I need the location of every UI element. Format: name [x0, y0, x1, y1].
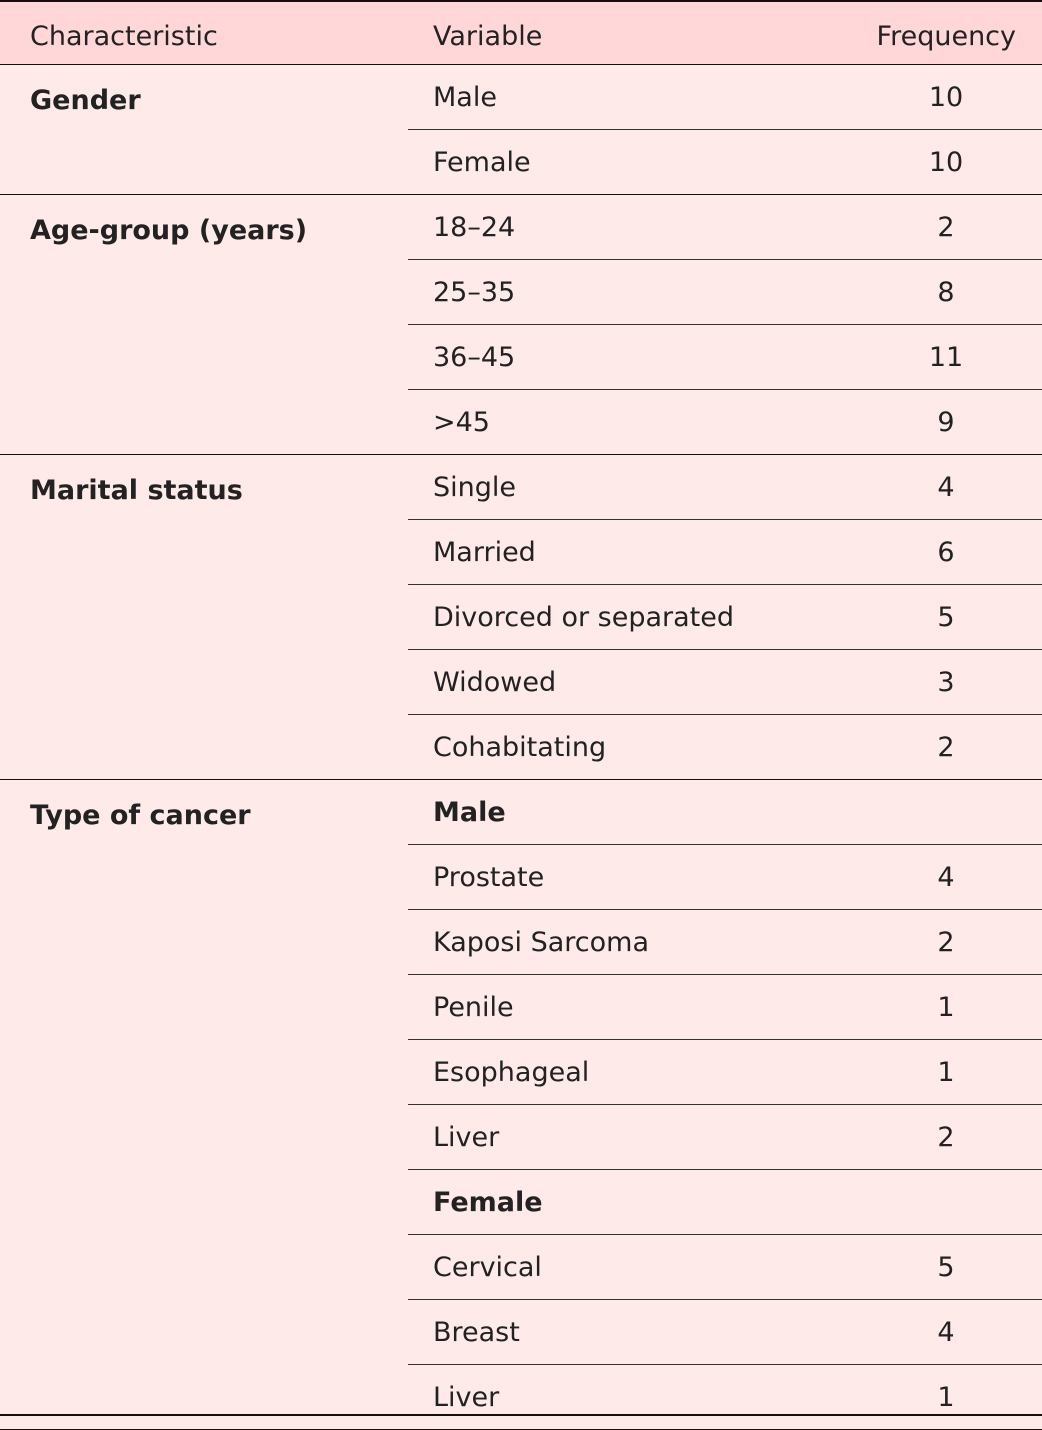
variable-cell: Penile	[433, 992, 514, 1023]
table-row	[408, 1040, 1042, 1105]
variable-cell: Cervical	[433, 1252, 542, 1283]
frequency-cell: 9	[937, 407, 955, 438]
variable-cell: Married	[433, 537, 536, 568]
table-group	[0, 195, 1042, 455]
variable-cell: Liver	[433, 1382, 500, 1413]
table-row	[408, 585, 1042, 650]
table-row	[408, 975, 1042, 1040]
frequency-cell: 2	[937, 1122, 955, 1153]
frequency-cell: 8	[937, 277, 955, 308]
frequency-cell: 10	[928, 147, 964, 178]
table-group	[0, 455, 1042, 780]
frequency-cell: 4	[937, 862, 955, 893]
table-row	[408, 520, 1042, 585]
frequency-cell: 2	[937, 212, 955, 243]
subgroup-heading: Male	[433, 797, 506, 828]
subgroup-heading: Female	[433, 1187, 543, 1218]
frequency-cell: 1	[937, 992, 955, 1023]
table-row	[408, 390, 1042, 455]
table-header	[0, 0, 1042, 65]
table-bottom-rule	[0, 1414, 1042, 1416]
table-row	[408, 1105, 1042, 1170]
variable-cell: 36–45	[433, 342, 516, 373]
variable-cell: 25–35	[433, 277, 516, 308]
frequency-cell: 6	[937, 537, 955, 568]
frequency-cell: 1	[937, 1057, 955, 1088]
table-row	[408, 195, 1042, 260]
variable-cell: Female	[433, 147, 531, 178]
group-label: Marital status	[30, 475, 243, 506]
variable-cell: Divorced or separated	[433, 602, 735, 633]
frequency-cell: 4	[937, 472, 955, 503]
variable-cell: Kaposi Sarcoma	[433, 927, 649, 958]
variable-cell: Liver	[433, 1122, 500, 1153]
frequency-cell: 3	[937, 667, 955, 698]
table-row	[408, 910, 1042, 975]
table-row	[408, 65, 1042, 130]
table-row	[408, 325, 1042, 390]
group-label: Type of cancer	[30, 800, 251, 831]
header-frequency: Frequency	[876, 21, 1016, 52]
frequency-cell: 11	[928, 342, 964, 373]
table-row	[408, 1300, 1042, 1365]
table-row	[408, 1170, 1042, 1235]
variable-cell: Esophageal	[433, 1057, 590, 1088]
variable-cell: Cohabitating	[433, 732, 607, 763]
table-row	[408, 650, 1042, 715]
table-row	[408, 455, 1042, 520]
variable-cell: Prostate	[433, 862, 545, 893]
variable-cell: Breast	[433, 1317, 520, 1348]
table-row	[408, 1365, 1042, 1430]
frequency-cell: 5	[937, 1252, 955, 1283]
group-label: Age-group (years)	[30, 215, 308, 246]
table-row	[408, 715, 1042, 780]
table-group	[0, 65, 1042, 195]
group-label: Gender	[30, 85, 141, 116]
header-characteristic: Characteristic	[30, 21, 218, 52]
variable-cell: Male	[433, 82, 497, 113]
table-group	[0, 780, 1042, 1430]
frequency-cell: 4	[937, 1317, 955, 1348]
variable-cell: >45	[433, 407, 490, 438]
variable-cell: Widowed	[433, 667, 557, 698]
variable-cell: 18–24	[433, 212, 516, 243]
table-row	[408, 845, 1042, 910]
table-row	[408, 1235, 1042, 1300]
variable-cell: Single	[433, 472, 517, 503]
frequency-cell: 2	[937, 927, 955, 958]
table-row	[408, 780, 1042, 845]
table-row	[408, 260, 1042, 325]
header-variable: Variable	[433, 21, 543, 52]
frequency-cell: 5	[937, 602, 955, 633]
frequency-cell: 2	[937, 732, 955, 763]
frequency-cell: 1	[937, 1382, 955, 1413]
table-row	[408, 130, 1042, 195]
frequency-cell: 10	[928, 82, 964, 113]
